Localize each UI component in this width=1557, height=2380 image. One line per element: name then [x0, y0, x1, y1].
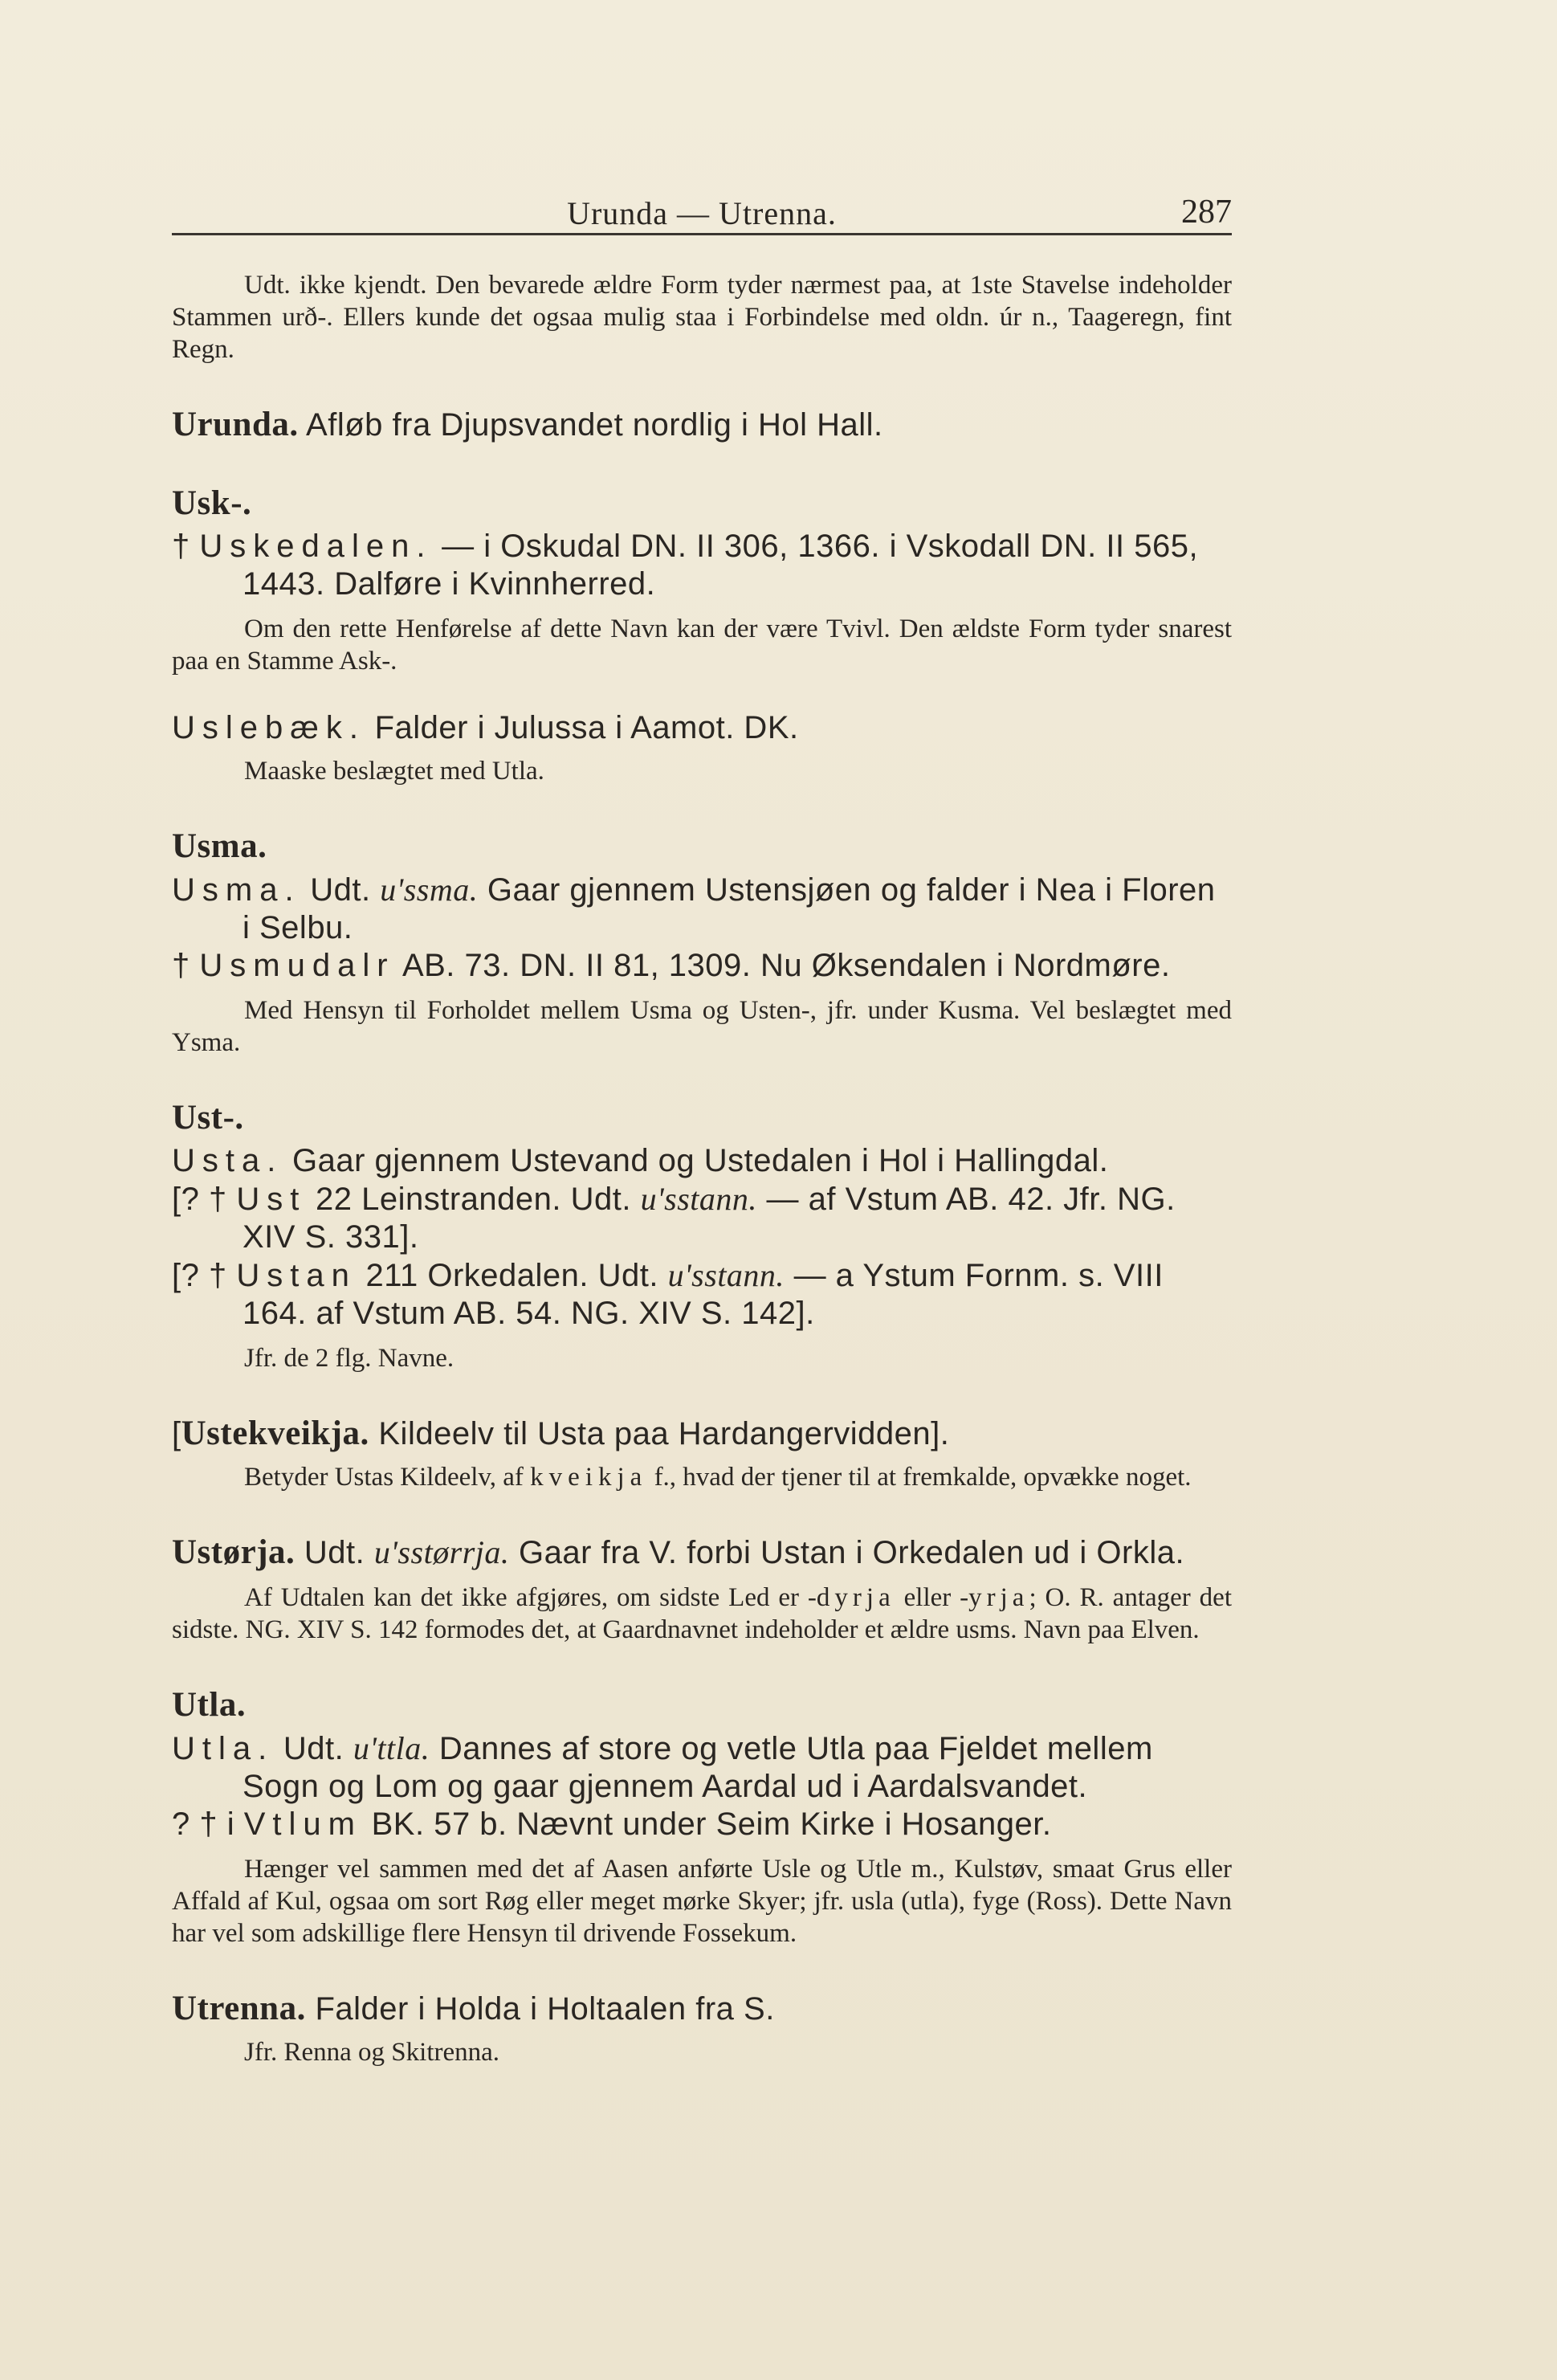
ustorja-note: Af Udtalen kan det ikke afgjøres, om sidste Led er -dyrja eller -yrja; O. R. antager det sidste. NG. XIV S. 142 formodes det, at Gaardnavnet indeholder et ældre usms. Navn paa Elven.: [172, 1583, 1232, 1644]
usma-line-1-text: Gaar gjennem Ustensjøen og falder i Nea i Floren i Selbu.: [243, 872, 1216, 945]
headword-usma: Usma.: [172, 827, 267, 865]
ust-note: Jfr. de 2 flg. Navne.: [244, 1344, 454, 1373]
headword-ustekveikja: Ustekveikja.: [181, 1415, 369, 1452]
ust-line-2-text: — af Vstum AB. 42. Jfr. NG. XIV S. 331].: [243, 1182, 1176, 1255]
spaced-word: yrja: [968, 1583, 1029, 1612]
place-name: Ustan: [236, 1258, 357, 1293]
spaced-word: dyrja: [816, 1583, 895, 1612]
usk-note: Om den rette Henførelse af dette Navn kan der være Tvivl. Den ældste Form tyder snarest paa en Stamme Ask-.: [172, 614, 1232, 676]
bracket-prefix: [? †: [172, 1258, 227, 1293]
headword-ustorja: Ustørja.: [172, 1533, 296, 1571]
udt-label: Udt.: [310, 872, 371, 908]
ust-line-3-mid: 211 Orkedalen. Udt.: [365, 1258, 658, 1293]
entry-usma: [172, 827, 1232, 866]
dagger-mark: †: [172, 948, 190, 983]
entry-ust: [172, 1099, 1232, 1137]
udt-label: Udt.: [304, 1535, 365, 1570]
place-name: Usmudalr: [199, 948, 395, 983]
ust-line-1-text: Gaar gjennem Ustevand og Ustedalen i Hol i Hallingdal.: [291, 1143, 1109, 1178]
usma-line-1: [172, 871, 1232, 947]
entry-ustorja: [172, 1533, 1232, 1572]
entry-utrenna: [172, 1990, 1232, 2028]
pronunciation: u'ttla.: [353, 1730, 430, 1766]
pronunciation: u'ssma.: [380, 872, 479, 908]
ust-line-1: [172, 1142, 1232, 1180]
place-name: Utla.: [172, 1731, 275, 1766]
urunda-text: Afløb fra Djupsvandet nordlig i Hol Hall.: [306, 407, 883, 443]
entry-urunda: [172, 406, 1232, 444]
usma-note: Med Hensyn til Forholdet mellem Usma og Usten-, jfr. under Kusma. Vel beslægtet med Ysma.: [172, 996, 1232, 1057]
pronunciation: u'sstann.: [640, 1181, 757, 1217]
pronunciation: u'sstann.: [667, 1257, 785, 1293]
entry-usk: [172, 484, 1232, 523]
utla-line-1: [172, 1729, 1232, 1806]
place-name: Ust: [236, 1182, 307, 1217]
entry-ustekveikja: [172, 1415, 1232, 1453]
page-number: 287: [1181, 194, 1232, 231]
ustekveikja-text: Kildeelv til Usta paa Hardangervidden].: [378, 1416, 950, 1451]
spaced-word: kveikja: [530, 1463, 648, 1492]
place-name: Usma.: [172, 872, 301, 908]
ust-line-3-text: — a Ystum Fornm. s. VIII 164. af Vstum AB. 54. NG. XIV S. 142].: [243, 1258, 1164, 1331]
uslebaek-text: Falder i Julussa i Aamot. DK.: [374, 710, 799, 745]
usk-line-1-text: — i Oskudal DN. II 306, 1366. i Vskodall DN. II 565, 1443. Dalføre i Kvinnherred.: [243, 529, 1199, 602]
ust-line-3: [172, 1256, 1232, 1333]
uslebaek-line: [172, 709, 1232, 747]
place-name: Vtlum: [243, 1806, 362, 1842]
utla-line-1-text: Dannes af store og vetle Utla paa Fjeldet mellem Sogn og Lom og gaar gjennem Aardal ud i Aardalsvandet.: [243, 1731, 1153, 1804]
uncertain-prefix: ? † i: [172, 1806, 235, 1842]
place-name: Usta.: [172, 1143, 283, 1178]
running-title: Urunda — Utrenna.: [567, 195, 837, 231]
usk-line-1: [172, 528, 1232, 603]
headword-ust: Ust-.: [172, 1099, 244, 1137]
ustekveikja-note: Betyder Ustas Kildeelv, af kveikja f., hvad der tjener til at fremkalde, opvække noget.: [244, 1463, 1192, 1492]
dictionary-content: [172, 269, 1232, 2068]
bracket-open: [: [172, 1416, 181, 1451]
usma-line-2: [172, 947, 1232, 985]
entry-utla: [172, 1686, 1232, 1725]
headword-utla: Utla.: [172, 1686, 247, 1724]
headword-usk: Usk-.: [172, 484, 252, 522]
place-name: Uslebæk.: [172, 710, 365, 745]
utla-line-2: [172, 1806, 1232, 1843]
place-name: Uskedalen.: [199, 529, 433, 564]
headword-urunda: Urunda.: [172, 406, 299, 443]
uslebaek-note: Maaske beslægtet med Utla.: [244, 757, 544, 786]
headword-utrenna: Utrenna.: [172, 1990, 306, 2027]
header-rule: [172, 233, 1232, 235]
utla-note: Hænger vel sammen med det af Aasen anførte Usle og Utle m., Kulstøv, smaat Grus eller Affald af Kul, ogsaa om sort Røg eller meget mørke Skyer; jfr. usla (utla), fyge (Ross). Dette Navn har vel som adskillige flere Hensyn til drivende Fossekum.: [172, 1855, 1232, 1948]
usma-line-2-text: AB. 73. DN. II 81, 1309. Nu Øksendalen i Nordmøre.: [401, 948, 1171, 983]
bracket-prefix: [? †: [172, 1182, 227, 1217]
utrenna-note: Jfr. Renna og Skitrenna.: [244, 2038, 500, 2067]
utla-line-2-text: BK. 57 b. Nævnt under Seim Kirke i Hosanger.: [371, 1806, 1052, 1842]
intro-note: Udt. ikke kjendt. Den bevarede ældre Form tyder nærmest paa, at 1ste Stavelse indeholder Stammen urð-. Ellers kunde det ogsaa mulig staa i Forbindelse med oldn. úr n., Taageregn, fint Regn.: [172, 271, 1232, 364]
pronunciation: u'sstørrja.: [373, 1534, 510, 1570]
ust-line-2: [172, 1180, 1232, 1256]
ustorja-text: Gaar fra V. forbi Ustan i Orkedalen ud i Orkla.: [519, 1535, 1185, 1570]
udt-label: Udt.: [283, 1731, 344, 1766]
ust-line-2-mid: 22 Leinstranden. Udt.: [315, 1182, 631, 1217]
page-header: [172, 190, 1232, 235]
dagger-mark: †: [172, 529, 190, 564]
utrenna-text: Falder i Holda i Holtaalen fra S.: [315, 1991, 775, 2027]
